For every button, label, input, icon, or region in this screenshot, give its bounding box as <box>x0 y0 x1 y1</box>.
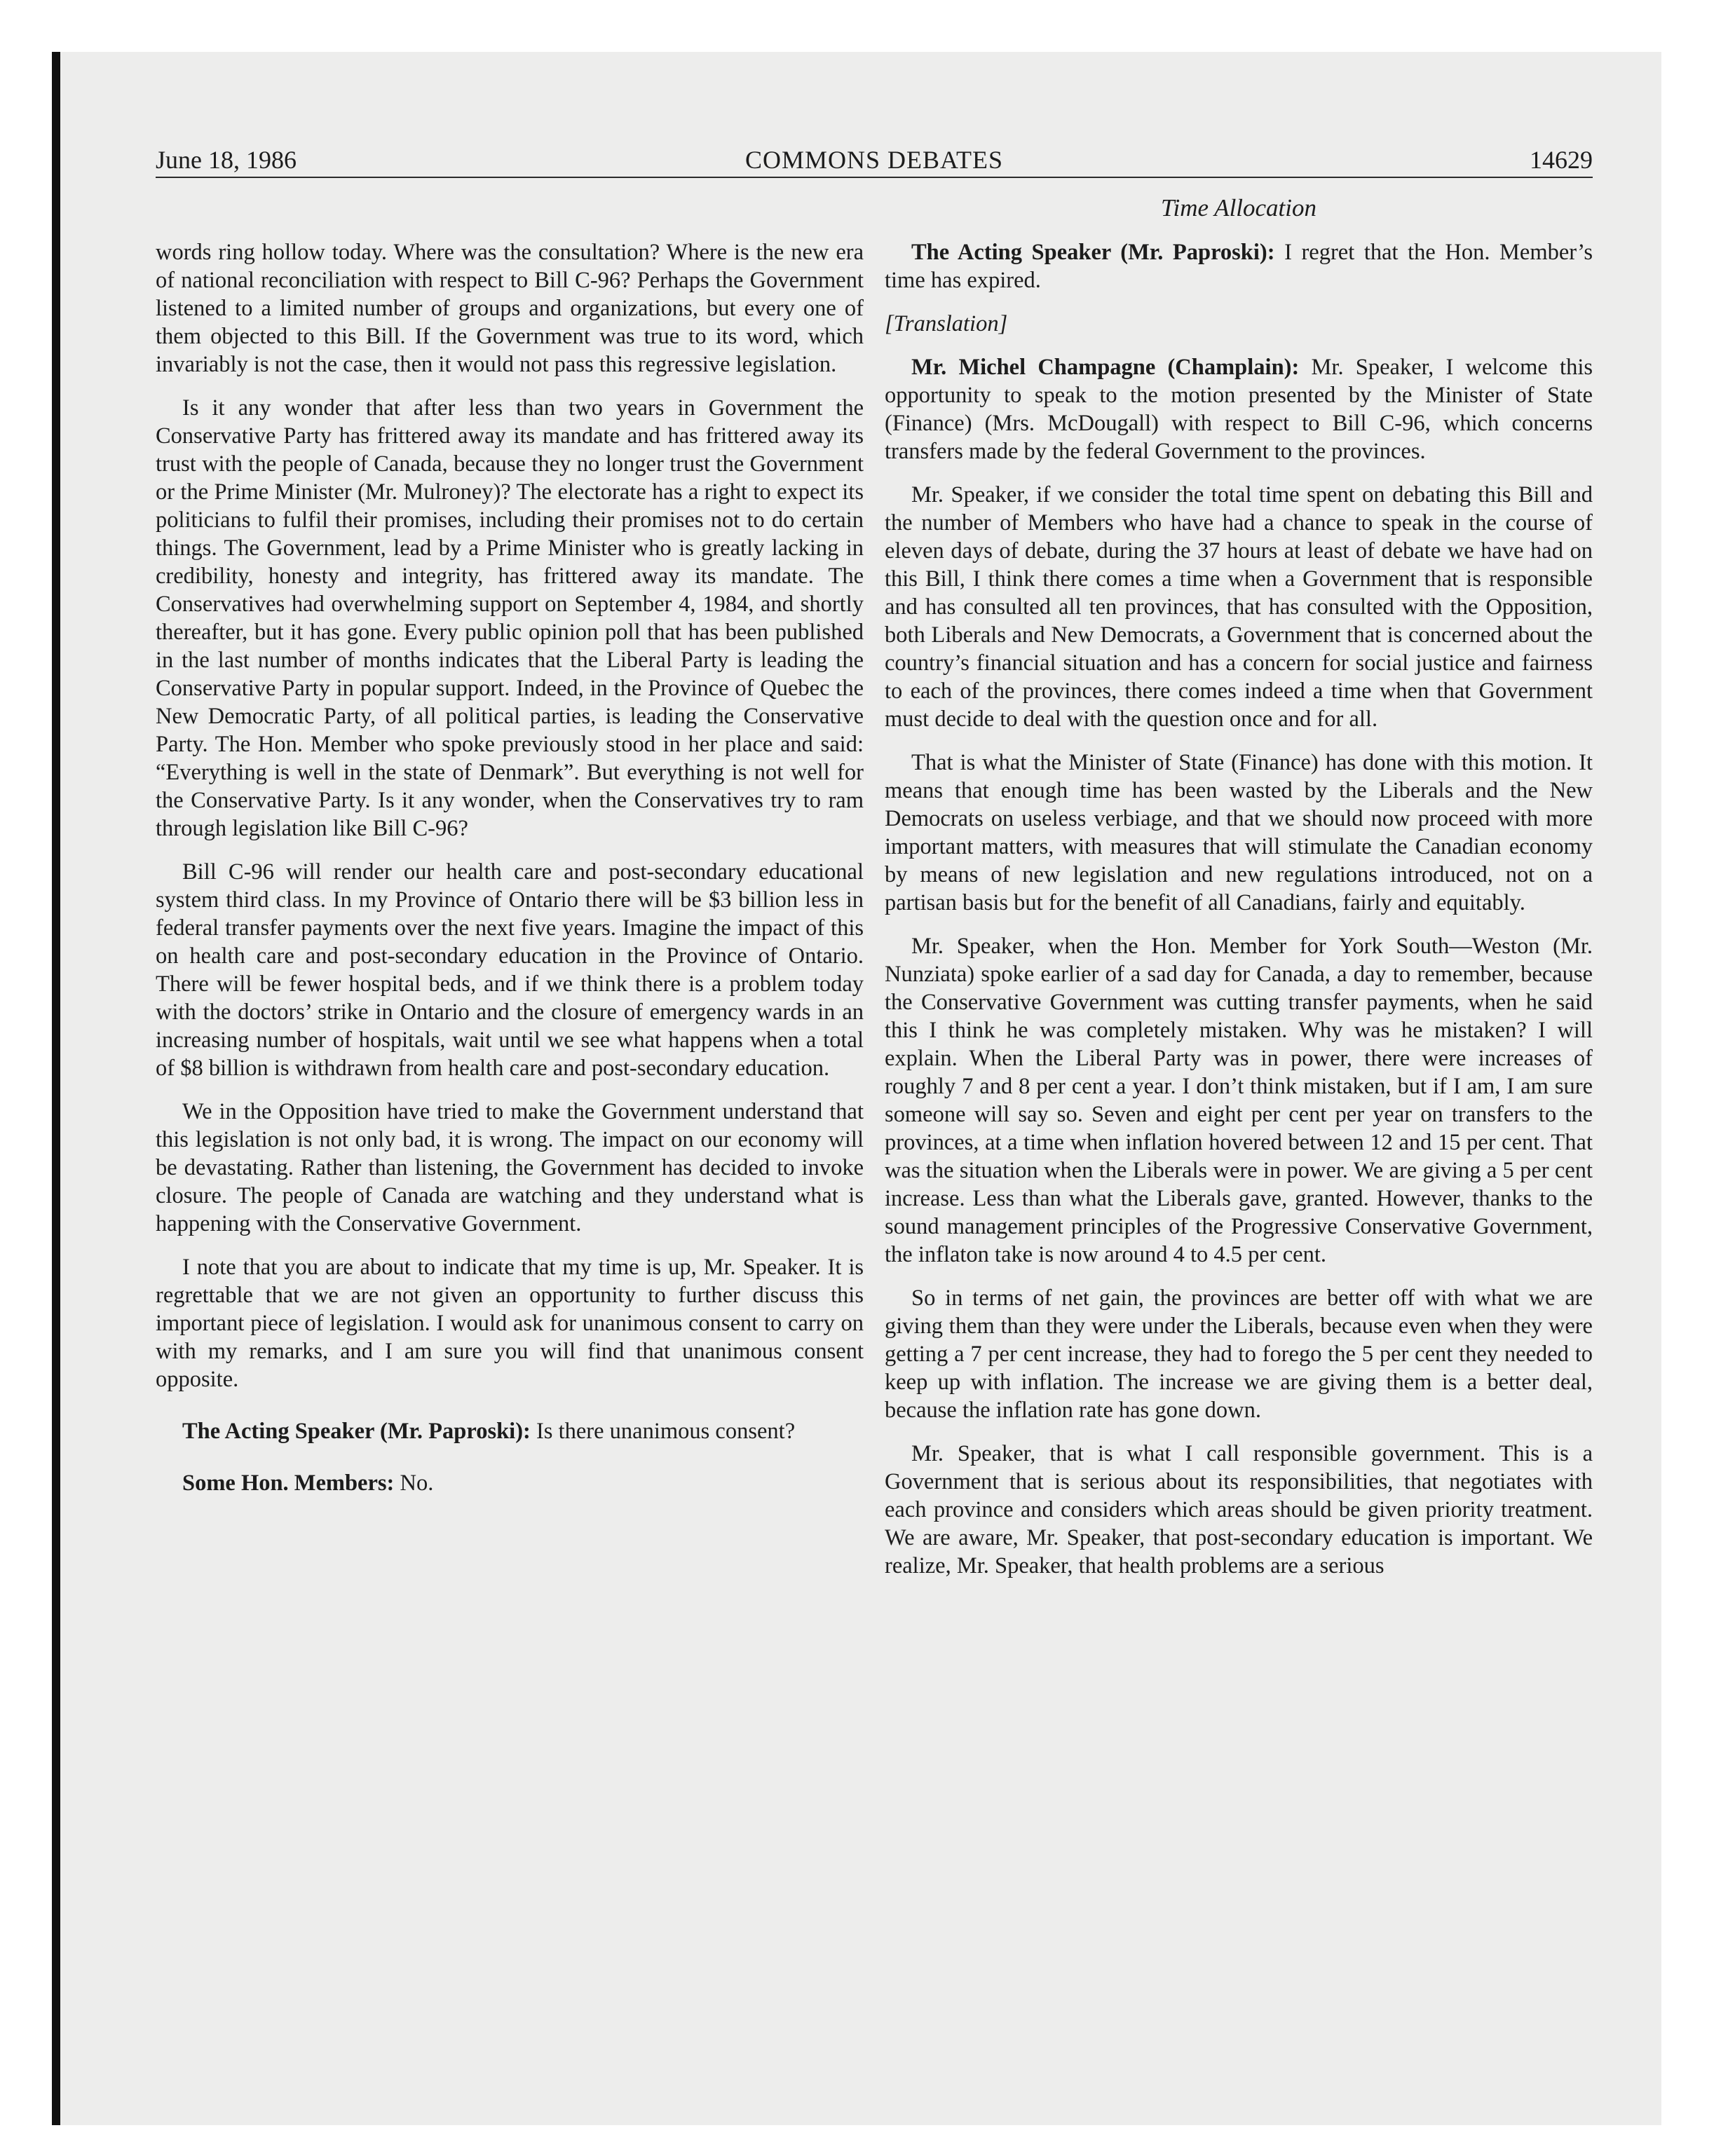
paragraph: Mr. Speaker, if we consider the total time spent on debating this Bill and the number of Members who have had a chance to speak in the course of eleven days of debate, during the 37 hours at least of debate we have had on this Bill, I think there comes a time when a Government that is responsible and has consulted all ten provinces, that has consulted with the Opposition, both Liberals and New Democrats, a Government that is concerned about the country’s financial situation and has a concern for social justice and fairness to each of the provinces, there comes indeed a time when that Government must decide to deal with the question once and for all. <box>885 482 1593 732</box>
binding-edge <box>52 52 60 2125</box>
paragraph: Bill C-96 will render our health care and post-secondary educational system third class. In my Province of Ontario there will be $3 billion less in federal transfer payments over the next five years. Imagine the impact of this on health care and post-secondary education in the Province of Ontario. There will be fewer hospital beds, and if we think there is a problem today with the doctors’ strike in Ontario and the closure of emergency wards in an increasing number of hospitals, wait until we see what happens when a total of $8 billion is withdrawn from health care and post-secondary education. <box>156 859 864 1081</box>
left-column <box>156 238 864 1513</box>
speaker-text: Mr. Speaker, I welcome this opportunity to speak to the motion presented by the Minister of State (Finance) (Mrs. McDougall) with respect to Bill C-96, which concerns transfers made by the federal Government to the provinces. <box>885 355 1593 464</box>
paragraph: I note that you are about to indicate that my time is up, Mr. Speaker. It is regrettable that we are not given an opportunity to further discuss this important piece of legislation. I would ask for unanimous consent to carry on with my remarks, and I am sure you will find that unanimous consent opposite. <box>156 1255 864 1392</box>
header-rule <box>156 177 1593 178</box>
speaker-text: Is there unanimous consent? <box>530 1419 796 1444</box>
speaker-text: No. <box>394 1471 434 1496</box>
speaker-paragraph <box>885 353 1593 465</box>
header-page-number: 14629 <box>1530 146 1593 174</box>
speaker-paragraph <box>156 1417 864 1445</box>
right-column <box>885 238 1593 1595</box>
speaker-name: Some Hon. Members: <box>182 1471 395 1496</box>
speaker-name: Mr. Michel Champagne (Champlain): <box>911 355 1300 380</box>
header-title: COMMONS DEBATES <box>744 146 1004 174</box>
paragraph: That is what the Minister of State (Finance) has done with this motion. It means that enough time has been wasted by the Liberals and the New Democrats on useless verbiage, and that we should now proceed with more important matters, with measures that will stimulate the Canadian economy by means of new legislation and new regulations introduced, not on a partisan basis but for the benefit of all Canadians, fairly and equitably. <box>885 750 1593 915</box>
paragraph: Is it any wonder that after less than two years in Government the Conservative Party has frittered away its mandate and has frittered away its trust with the people of Canada, because they no longer trust the Government or the Prime Minister (Mr. Mulroney)? The electorate has a right to expect its politicians to fulfil their promises, including their promises not to do certain things. The Government, lead by a Prime Minister who is greatly lacking in credibility, honesty and integrity, has frittered away its mandate. The Conservatives had overwhelming support on September 4, 1984, and shortly thereafter, but it has gone. Every public opinion poll that has been published in the last number of months indicates that the Liberal Party is leading the Conservative Party in popular support. Indeed, in the Province of Quebec the New Democratic Party, of all political parties, is leading the Conservative Party. The Hon. Member who spoke previously stood in her place and said: “Everything is well in the state of Denmark”. But everything is not well for the Conservative Party. Is it any wonder, when the Conservatives try to ram through legislation like Bill C-96? <box>156 395 864 841</box>
section-title: Time Allocation <box>1161 194 1316 221</box>
paragraph: So in terms of net gain, the provinces are better off with what we are giving them than they were under the Liberals, because even when they were getting a 7 per cent increase, they had to forego the 5 per cent they needed to keep up with inflation. The increase we are giving them is a better deal, because the inflation rate has gone down. <box>885 1285 1593 1423</box>
speaker-paragraph <box>156 1469 864 1497</box>
paragraph: Mr. Speaker, that is what I call responsible government. This is a Government that is serious about its responsibilities, that negotiates with each province and considers which areas should be given priority treatment. We are aware, Mr. Speaker, that post-secondary education is important. We realize, Mr. Speaker, that health problems are a serious <box>885 1441 1593 1578</box>
speaker-paragraph <box>885 238 1593 294</box>
paragraph: We in the Opposition have tried to make the Government understand that this legislation is not only bad, it is wrong. The impact on our economy will be devastating. Rather than listening, the Government has decided to invoke closure. The people of Canada are watching and they understand what is happening with the Conservative Government. <box>156 1099 864 1236</box>
header-date: June 18, 1986 <box>156 146 297 174</box>
speaker-text: I regret that the Hon. Member’s time has expired. <box>885 240 1593 293</box>
speaker-name: The Acting Speaker (Mr. Paproski): <box>182 1419 531 1444</box>
paragraph: words ring hollow today. Where was the consultation? Where is the new era of national reconciliation with respect to Bill C-96? Perhaps the Government listened to a limited number of groups and organizations, but every one of them objected to this Bill. If the Government was true to its word, which invariably is not the case, then it would not pass this regressive legislation. <box>156 240 864 377</box>
speaker-name: The Acting Speaker (Mr. Paproski): <box>911 240 1275 265</box>
paragraph: Mr. Speaker, when the Hon. Member for York South—Weston (Mr. Nunziata) spoke earlier of a sad day for Canada, a day to remember, because the Conservative Government was cutting transfer payments, when he said this I think he was completely mistaken. Why was he mistaken? I will explain. When the Liberal Party was in power, there were increases of roughly 7 and 8 per cent a year. I don’t think mistaken, but if I am, I am sure someone will say so. Seven and eight per cent per year on transfers to the provinces, at a time when inflation hovered between 12 and 15 per cent. That was the situation when the Liberals were in power. We are giving a 5 per cent increase. Less than what the Liberals gave, granted. However, thanks to the sound management principles of the Progressive Conservative Government, the inflaton take is now around 4 to 4.5 per cent. <box>885 934 1593 1267</box>
page-header <box>156 144 1593 175</box>
translation-label: [Translation] <box>885 311 1008 336</box>
